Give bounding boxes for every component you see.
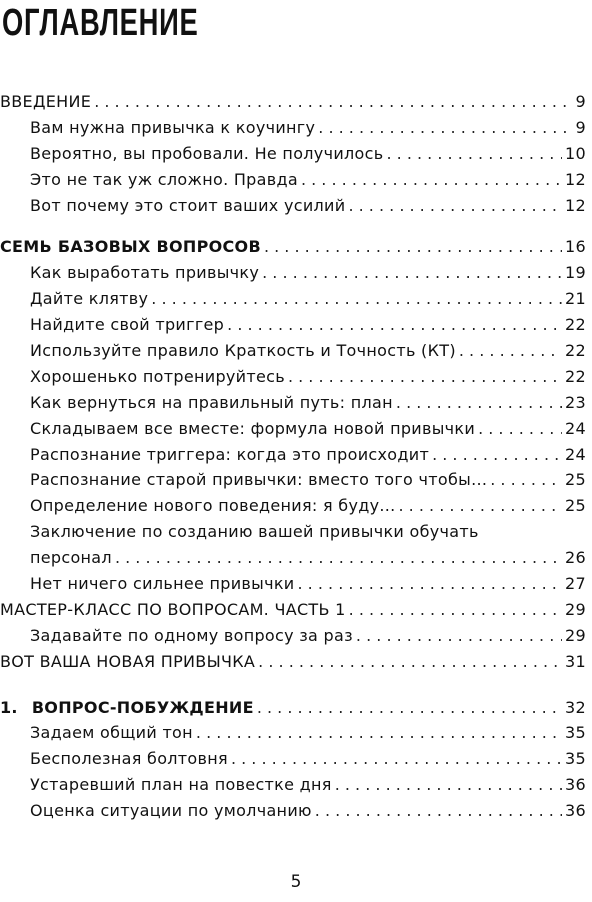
dot-leader [318,115,572,141]
toc-entry-new-habit[interactable] [0,649,586,675]
toc-entry[interactable] [0,115,586,141]
dot-leader [264,234,562,260]
toc-entry-wrapped[interactable] [0,519,586,571]
dot-leader [386,141,562,167]
toc-entry[interactable] [0,623,586,649]
toc-entry-title: Как вернуться на правильный путь: план [30,392,393,412]
dot-leader [227,312,562,338]
toc-entry-title: ВВЕДЕНИЕ [0,92,92,111]
toc-entry[interactable] [0,141,586,167]
toc-entry-title: Это не так уж сложно. Правда [30,169,298,189]
toc-entry-title: МАСТЕР-КЛАСС ПО ВОПРОСАМ. ЧАСТЬ 1 [0,599,346,619]
toc-entry[interactable] [0,571,586,597]
toc-entry-page: 24 [565,418,586,438]
toc-entry-page: 12 [565,169,586,189]
toc-entry-kickstart-question[interactable] [0,695,586,721]
toc-entry-title: Распознание старой привычки: вместо того чтобы... [30,470,488,490]
dot-leader [196,720,562,746]
toc-entry-page: 29 [565,599,586,619]
toc-entry[interactable] [0,442,586,468]
page-number: 5 [290,872,302,892]
toc-entry-title: Дайте клятву [30,289,149,309]
toc-entry-page: 22 [565,366,586,386]
page-title: ОГЛАВЛЕНИЕ [2,2,199,44]
table-of-contents [0,89,586,824]
dot-leader [258,649,562,675]
dot-leader [298,571,563,597]
toc-entry-page: 35 [565,749,586,769]
toc-entry-title: Вот почему это стоит ваших усилий [30,195,346,215]
toc-entry-page: 27 [565,574,586,594]
chapter-number: 1. [0,697,18,717]
toc-entry[interactable] [0,338,586,364]
dot-leader [315,798,562,824]
toc-entry-title: Определение нового поведения: я буду... [30,496,396,516]
toc-entry-page: 36 [565,801,586,821]
toc-entry-title: Бесполезная болтовня [30,749,228,769]
toc-entry-page: 29 [565,625,586,645]
toc-entry[interactable] [0,416,586,442]
toc-entry[interactable] [0,167,586,193]
toc-entry-title: ВОПРОС-ПОБУЖДЕНИЕ [31,697,254,717]
toc-entry-title: Задавайте по одному вопросу за раз [30,625,353,645]
section-spacer [0,218,586,234]
toc-entry[interactable] [0,493,586,519]
toc-entry[interactable] [0,260,586,286]
toc-entry[interactable] [0,746,586,772]
toc-entry-title: Используйте правило Краткость и Точность (КТ) [30,341,456,361]
toc-entry-line2 [0,545,586,571]
toc-entry-page: 31 [565,651,586,671]
toc-entry-page: 23 [565,392,586,412]
toc-entry-page: 22 [565,341,586,361]
toc-entry-title: Нет ничего сильнее привычки [30,574,295,594]
dot-leader [288,364,562,390]
dot-leader [94,89,572,115]
toc-entry-title: Как выработать привычку [30,263,260,283]
toc-entry-title: Вероятно, вы пробовали. Не получилось [30,143,384,163]
dot-leader [349,597,562,623]
toc-entry-title-line1: Заключение по созданию вашей привычки обучать [30,522,479,542]
toc-entry-title: ВОТ ВАША НОВАЯ ПРИВЫЧКА [0,651,256,671]
toc-entry[interactable] [0,286,586,312]
toc-entry-page: 9 [575,92,586,111]
toc-entry-title-line2: персонал [30,548,112,568]
dot-leader [432,442,562,468]
dot-leader [356,623,562,649]
toc-entry-introduction[interactable] [0,89,586,115]
toc-entry[interactable] [0,312,586,338]
toc-entry-page: 24 [565,444,586,464]
toc-entry-seven-questions[interactable] [0,234,586,260]
dot-leader [335,772,562,798]
toc-entry-title: Устаревший план на повестке дня [30,775,332,795]
toc-entry[interactable] [0,390,586,416]
toc-entry-title: Распознание триггера: когда это происходит [30,444,430,464]
dot-leader [231,746,562,772]
toc-entry-page: 10 [565,143,586,163]
toc-entry-page: 36 [565,775,586,795]
dot-leader [348,193,562,219]
toc-entry-masterclass[interactable] [0,597,586,623]
toc-entry-page: 22 [565,315,586,335]
toc-entry-page: 35 [565,723,586,743]
toc-entry-title: Вам нужна привычка к коучингу [30,117,316,137]
toc-entry[interactable] [0,720,586,746]
toc-entry-page: 32 [565,697,586,717]
dot-leader [262,260,562,286]
toc-entry-page: 9 [575,117,586,137]
dot-leader [301,167,562,193]
toc-entry-title: Задаем общий тон [30,723,193,743]
toc-entry-page: 26 [565,548,586,568]
toc-entry-page: 12 [565,195,586,215]
dot-leader [115,545,562,571]
toc-entry[interactable] [0,798,586,824]
toc-entry-page: 16 [565,237,586,257]
toc-entry-title: Хорошенько потренируйтесь [30,366,285,386]
toc-entry[interactable] [0,772,586,798]
toc-entry[interactable] [0,193,586,219]
dot-leader [478,416,562,442]
toc-entry-title: Найдите свой триггер [30,315,225,335]
dot-leader [151,286,562,312]
toc-entry-title: Оценка ситуации по умолчанию [30,801,312,821]
toc-entry-page: 25 [565,470,586,490]
toc-entry-page: 21 [565,289,586,309]
section-spacer [0,675,586,695]
toc-entry[interactable] [0,364,586,390]
dot-leader [399,493,563,519]
toc-entry-title: Складываем все вместе: формула новой привычки [30,418,476,438]
toc-entry-page: 19 [565,263,586,283]
toc-entry-page: 25 [565,496,586,516]
dot-leader [490,467,562,493]
toc-entry-title: СЕМЬ БАЗОВЫХ ВОПРОСОВ [0,237,261,257]
dot-leader [396,390,562,416]
dot-leader [257,695,562,721]
toc-entry[interactable] [0,467,586,493]
dot-leader [459,338,562,364]
